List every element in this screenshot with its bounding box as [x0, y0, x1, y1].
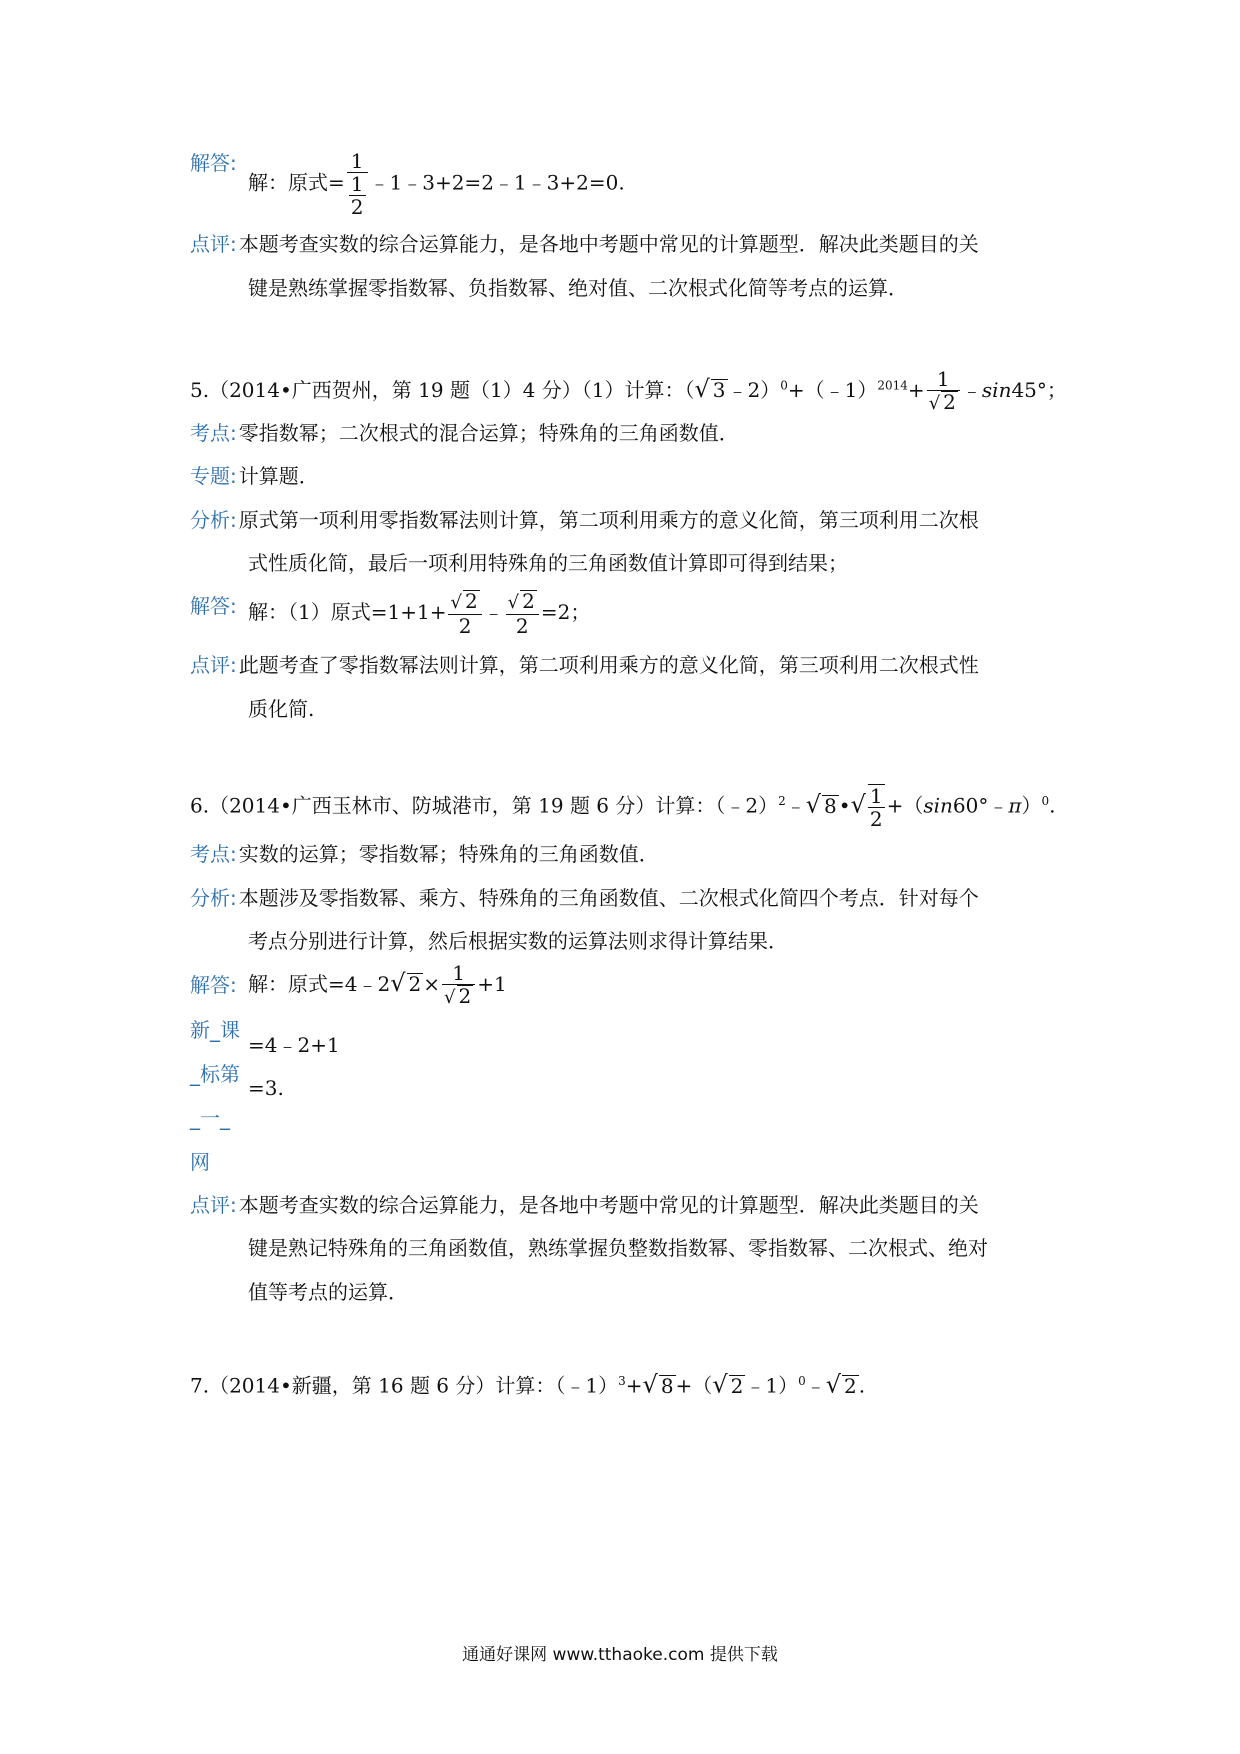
comment-line-1: 点评: 此题考查了零指数幂法则计算，第二项利用乘方的意义化简，第三项利用二次根式性	[190, 653, 979, 677]
question-5-heading: 5.（2014•广西贺州，第 19 题（1）4 分）（1）计算：（√ 3 ﹣2）$^0$+（﹣1）$^{2014}$+ $\frac{1}{√ 2}$ ﹣sin45°；	[190, 367, 1067, 414]
watermark-line: 新_课	[190, 1018, 240, 1042]
topic-line: 专题: 计算题．	[190, 464, 319, 488]
question-6-heading: 6.（2014•广西玉林市、防城港市，第 19 题 6 分）计算：（﹣2）$^2$﹣√ 8 •√ $\frac{1}{2}$ +（sin60°﹣π）$^0$.	[190, 784, 1056, 831]
watermark-line: _标第	[190, 1062, 240, 1086]
comment-line-3: 值等考点的运算．	[248, 1280, 408, 1304]
answer-formula: 解：原式= $\frac{1}{\frac{1}{2}}$ ﹣1﹣3+2=2﹣1﹣3+2=0.	[248, 149, 625, 219]
watermark-line: 网	[190, 1150, 210, 1174]
analysis-line-1: 分析: 本题涉及零指数幂、乘方、特殊角的三角函数值、二次根式化简四个考点．针对每个	[190, 886, 979, 910]
answer-formula: 解：（1）原式=1+1+ $\frac{√ 2}{2}$ ﹣ $\frac{√ 2}{2}$ =2；	[248, 589, 591, 638]
analysis-line-1: 分析: 原式第一项利用零指数幂法则计算，第二项利用乘方的意义化简，第三项利用二次根	[190, 508, 979, 532]
comment-line-1: 点评: 本题考查实数的综合运算能力，是各地中考题中常见的计算题型．解决此类题目的关	[190, 1193, 979, 1217]
comment-line-2: 质化简.	[248, 697, 315, 721]
answer-step-2: =4﹣2+1	[248, 1033, 340, 1057]
answer-label: 解答:	[190, 151, 237, 175]
page-footer: 通通好课网 www.tthaoke.com 提供下载	[462, 1645, 778, 1665]
answer-line: 解答:	[190, 594, 237, 618]
comment-line-1: 点评: 本题考查实数的综合运算能力，是各地中考题中常见的计算题型．解决此类题目的关	[190, 232, 979, 256]
analysis-line-2: 式性质化简，最后一项利用特殊角的三角函数值计算即可得到结果；	[248, 551, 848, 575]
answer-line	[190, 148, 239, 178]
watermark-line: _一_	[190, 1106, 230, 1130]
analysis-line-2: 考点分别进行计算，然后根据实数的运算法则求得计算结果．	[248, 929, 788, 953]
fraction: $\frac{1}{\frac{1}{2}}$	[347, 150, 368, 218]
keypoint-line: 考点: 零指数幂；二次根式的混合运算；特殊角的三角函数值．	[190, 421, 739, 445]
comment-line-2: 键是熟练掌握零指数幂、负指数幂、绝对值、二次根式化简等考点的运算．	[248, 276, 908, 300]
keypoint-line: 考点: 实数的运算；零指数幂；特殊角的三角函数值．	[190, 842, 659, 866]
answer-line: 解答:	[190, 973, 237, 997]
comment-label: 点评:	[190, 232, 237, 256]
question-7-heading: 7.（2014•新疆，第 16 题 6 分）计算：（﹣1）$^3$+√ 8 +（√ 2 ﹣1）$^0$﹣√ 2 .	[190, 1370, 866, 1399]
comment-line-2: 键是熟记特殊角的三角函数值，熟练掌握负整数指数幂、零指数幂、二次根式、绝对	[248, 1236, 988, 1260]
answer-formula: 解：原式=4﹣2√ 2 × $\frac{1}{√ 2}$ +1	[248, 961, 507, 1008]
answer-step-3: =3.	[248, 1076, 284, 1100]
